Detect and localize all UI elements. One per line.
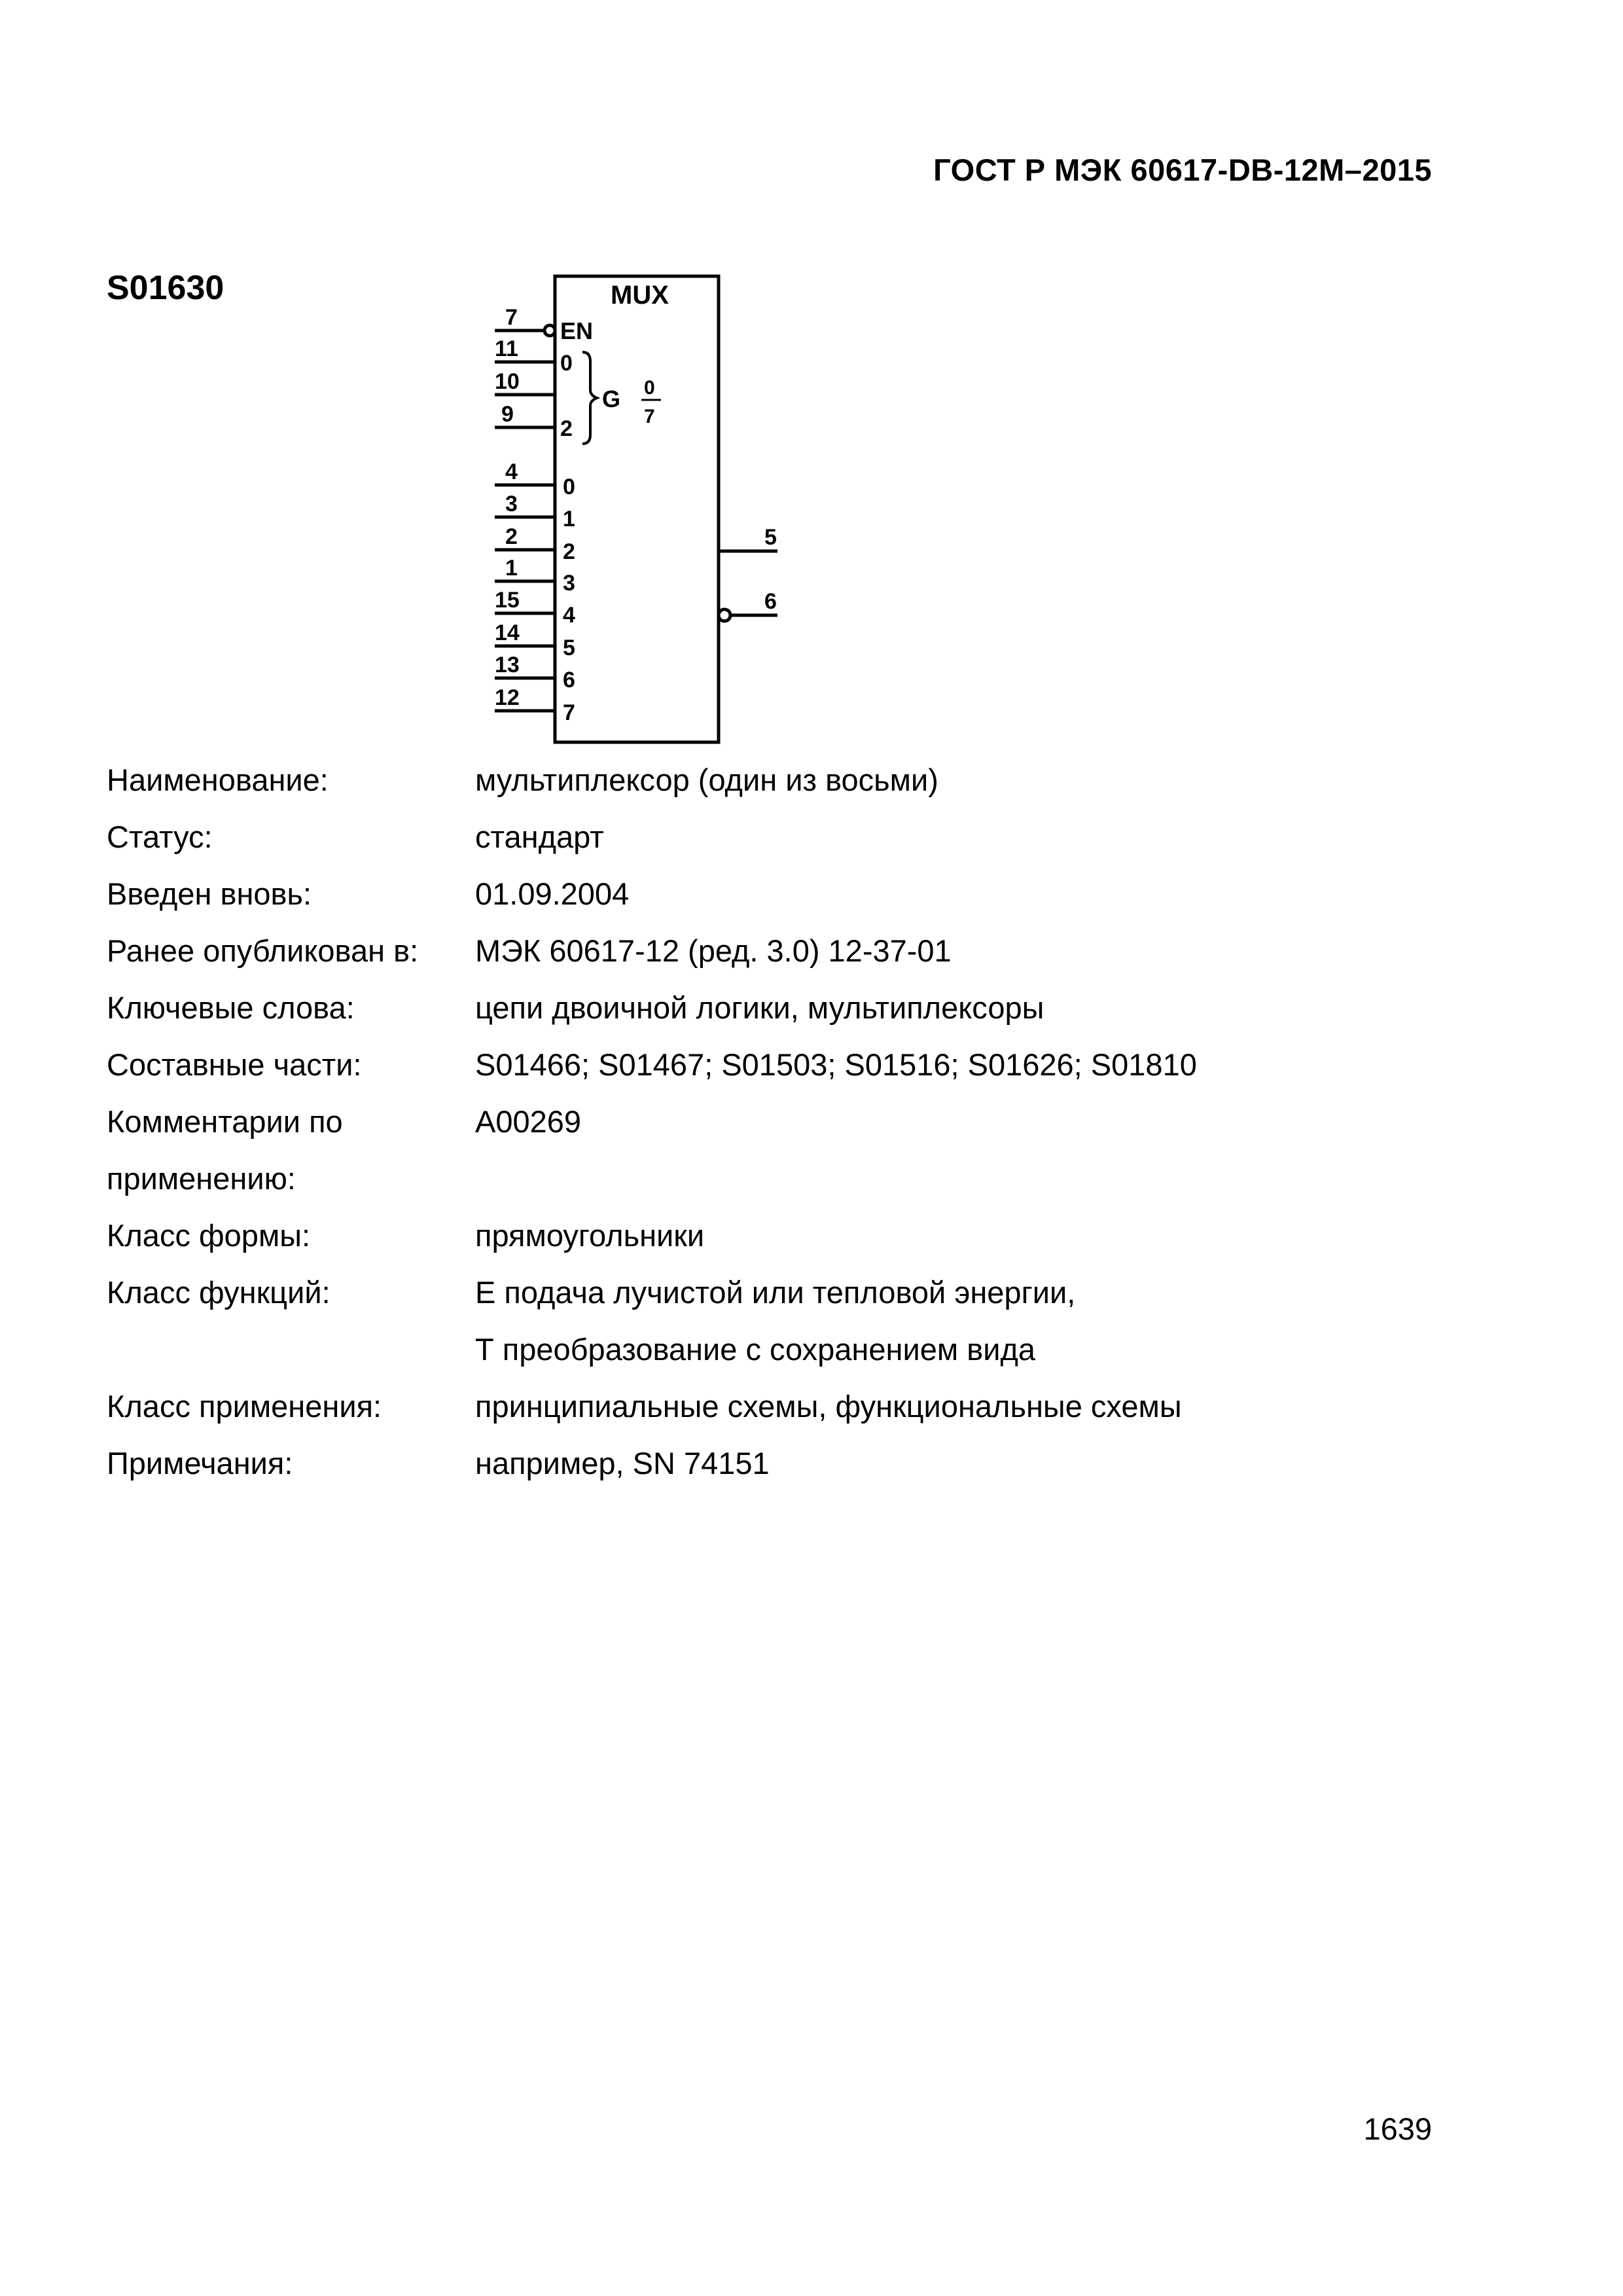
pin-number: 4	[505, 459, 518, 484]
data-input-label: 4	[563, 603, 575, 628]
select-bit-label: 0	[560, 351, 573, 376]
attribute-row	[107, 1093, 1197, 1207]
attribute-value: МЭК 60617-12 (ред. 3.0) 12-37-01	[475, 933, 952, 968]
pin-number: 9	[501, 402, 514, 427]
mux-title: MUX	[611, 281, 669, 310]
pin-number: 7	[505, 305, 518, 330]
select-bit-label: 2	[560, 416, 573, 441]
document-header: ГОСТ Р МЭК 60617-DB-12M–2015	[933, 152, 1432, 187]
attribute-label: Наименование:	[107, 762, 329, 797]
attribute-row	[107, 1264, 1197, 1378]
attribute-row	[107, 922, 1197, 979]
pin-number: 11	[495, 336, 518, 361]
symbol-figure	[471, 268, 798, 756]
attribute-value: прямоугольники	[475, 1218, 705, 1253]
attribute-value: цепи двоичной логики, мультиплексоры	[475, 990, 1044, 1025]
pin-number: 14	[495, 620, 520, 645]
attribute-value: например, SN 74151	[475, 1446, 770, 1480]
attribute-value: мультиплексор (один из восьми)	[475, 762, 938, 797]
attribute-label: Составные части:	[107, 1047, 362, 1082]
pin-number: 5	[764, 525, 777, 550]
attribute-value: S01466; S01467; S01503; S01516; S01626; S01810	[475, 1047, 1197, 1082]
data-input-label: 2	[563, 539, 575, 564]
enable-label: EN	[560, 317, 594, 344]
attribute-label: Статус:	[107, 819, 213, 854]
attribute-label: Класс формы:	[107, 1218, 311, 1253]
attribute-label: Примечания:	[107, 1446, 293, 1480]
data-input-label: 5	[563, 636, 575, 660]
attribute-label: Класс функций:	[107, 1275, 330, 1310]
data-input-label: 6	[563, 668, 575, 692]
attribute-value-line: Т преобразование с сохранением вида	[475, 1332, 1036, 1367]
group-label: G	[602, 386, 621, 412]
data-input-label: 1	[563, 507, 575, 531]
enable-negation-circle	[544, 325, 555, 336]
attribute-row	[107, 1378, 1197, 1435]
attribute-label: Класс применения:	[107, 1389, 382, 1424]
attribute-value-line: Е подача лучистой или тепловой энергии,	[475, 1275, 1076, 1310]
output-negation-circle	[719, 609, 730, 621]
page-number: 1639	[1363, 2111, 1432, 2146]
attribute-value: стандарт	[475, 819, 604, 854]
mux-symbol-diagram	[471, 268, 798, 753]
attribute-value: 01.09.2004	[475, 876, 630, 911]
attribute-row	[107, 808, 1197, 865]
pin-number: 1	[505, 556, 518, 581]
attribute-value: A00269	[475, 1104, 582, 1139]
group-range-top: 0	[644, 377, 655, 399]
data-input-label: 3	[563, 571, 575, 596]
attribute-value	[475, 1264, 1197, 1378]
pin-number: 10	[495, 369, 520, 394]
pin-number: 3	[505, 492, 518, 516]
attribute-row	[107, 865, 1197, 922]
attribute-row	[107, 751, 1197, 808]
pin-number: 15	[495, 588, 520, 613]
attribute-row	[107, 979, 1197, 1036]
group-brace	[582, 352, 597, 444]
pin-number: 13	[495, 653, 520, 677]
data-input-label: 0	[563, 475, 575, 499]
attribute-row	[107, 1435, 1197, 1492]
mux-body	[555, 276, 719, 742]
group-range-bottom: 7	[644, 406, 655, 427]
attribute-label-line: Комментарии по	[107, 1104, 343, 1139]
attribute-label: Ранее опубликован в:	[107, 933, 419, 968]
pin-number: 12	[495, 685, 520, 710]
pin-number: 6	[764, 589, 777, 614]
symbol-code: S01630	[107, 269, 224, 307]
attribute-row	[107, 1036, 1197, 1093]
pin-number: 2	[505, 524, 518, 549]
attribute-value: принципиальные схемы, функциональные схемы	[475, 1389, 1182, 1424]
attribute-label: Введен вновь:	[107, 876, 312, 911]
attribute-label-line: применению:	[107, 1161, 296, 1196]
data-input-label: 7	[563, 700, 575, 725]
attribute-label	[107, 1093, 475, 1207]
attribute-row	[107, 1207, 1197, 1264]
attribute-label: Ключевые слова:	[107, 990, 355, 1025]
symbol-attributes-table	[107, 751, 1197, 1492]
